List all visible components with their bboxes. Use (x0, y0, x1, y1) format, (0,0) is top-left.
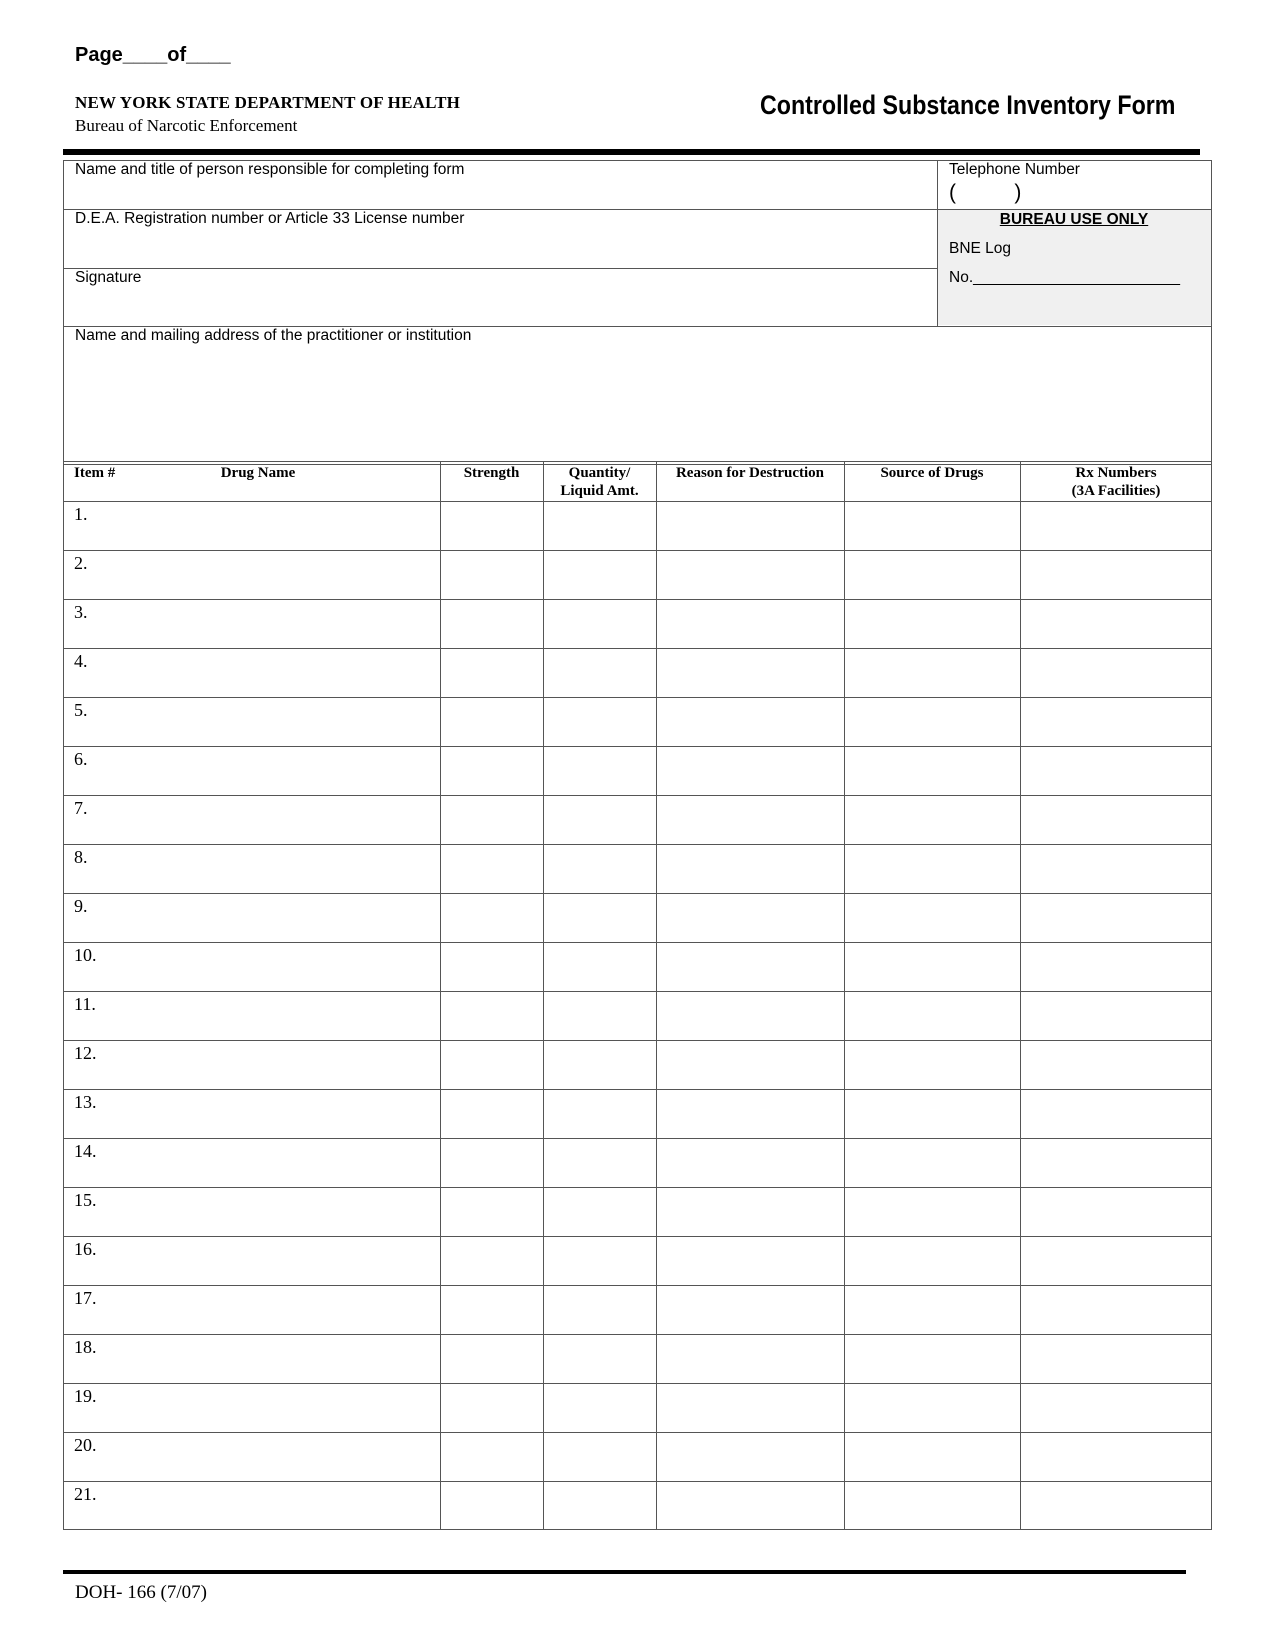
item-number: 13. (74, 1092, 97, 1112)
quantity-header-line2: Liquid Amt. (560, 483, 639, 499)
footer-divider (63, 1570, 1186, 1574)
item-number: 8. (74, 847, 88, 867)
table-row[interactable] (63, 991, 1212, 1040)
table-row[interactable] (63, 599, 1212, 648)
reason-for-destruction-header: Reason for Destruction (675, 465, 825, 481)
item-number: 1. (74, 504, 88, 524)
item-number: 16. (74, 1239, 97, 1259)
name-title-field[interactable]: Name and title of person responsible for completing form (75, 161, 465, 178)
table-row[interactable] (63, 697, 1212, 746)
form-code: DOH- 166 (7/07) (75, 1582, 207, 1603)
quantity-header-line1: Quantity/ (568, 465, 631, 481)
page-number-label: Page____of____ (75, 44, 231, 66)
table-row[interactable] (63, 1187, 1212, 1236)
item-number: 21. (74, 1484, 97, 1504)
drug-name-header: Drug Name (220, 465, 296, 481)
table-row[interactable] (63, 1383, 1212, 1432)
header-divider (63, 149, 1200, 155)
item-number: 19. (74, 1386, 97, 1406)
item-number: 12. (74, 1043, 97, 1063)
info-column-divider (937, 160, 938, 326)
table-row[interactable] (63, 1285, 1212, 1334)
dea-registration-field[interactable]: D.E.A. Registration number or Article 33 License number (75, 210, 465, 227)
bureau-use-only-box (937, 209, 1211, 325)
rx-numbers-header (1020, 464, 1212, 500)
table-row[interactable] (63, 795, 1212, 844)
item-number: 14. (74, 1141, 97, 1161)
item-number: 11. (74, 994, 96, 1014)
bureau-name: Bureau of Narcotic Enforcement (75, 116, 298, 135)
table-row[interactable] (63, 1040, 1212, 1089)
table-row[interactable] (63, 1236, 1212, 1285)
item-number: 3. (74, 602, 88, 622)
quantity-header (543, 464, 656, 500)
table-row[interactable] (63, 1481, 1212, 1530)
item-number: 10. (74, 945, 97, 965)
table-row[interactable] (63, 1432, 1212, 1481)
item-number: 7. (74, 798, 88, 818)
table-row[interactable] (63, 1089, 1212, 1138)
table-row[interactable] (63, 550, 1212, 599)
strength-header: Strength (463, 465, 520, 481)
item-number: 15. (74, 1190, 97, 1210)
table-row[interactable] (63, 746, 1212, 795)
department-name: NEW YORK STATE DEPARTMENT OF HEALTH (75, 93, 461, 112)
signature-field[interactable]: Signature (75, 269, 142, 286)
table-row[interactable] (63, 648, 1212, 697)
rx-numbers-header-line2: (3A Facilities) (1071, 483, 1161, 499)
item-number-header: Item # (74, 465, 116, 481)
item-number: 17. (74, 1288, 97, 1308)
item-number: 5. (74, 700, 88, 720)
telephone-number-label: Telephone Number (949, 161, 1080, 178)
mailing-address-field[interactable]: Name and mailing address of the practitioner or institution (75, 327, 472, 344)
item-number: 18. (74, 1337, 97, 1357)
form-title: Controlled Substance Inventory Form (760, 90, 1176, 120)
bureau-use-only-title: BUREAU USE ONLY (999, 211, 1149, 228)
bne-log-number-field[interactable]: No.________________________ (949, 269, 1181, 286)
bne-log-label: BNE Log (949, 240, 1012, 257)
table-row[interactable] (63, 1334, 1212, 1383)
item-number: 6. (74, 749, 88, 769)
table-row[interactable] (63, 501, 1212, 550)
source-of-drugs-header: Source of Drugs (880, 465, 984, 481)
rx-numbers-header-line1: Rx Numbers (1075, 465, 1157, 481)
item-number: 2. (74, 553, 88, 573)
table-row[interactable] (63, 942, 1212, 991)
table-row[interactable] (63, 844, 1212, 893)
table-row[interactable] (63, 893, 1212, 942)
info-row-divider (63, 268, 937, 269)
telephone-number-field[interactable]: ( ) (949, 181, 1022, 204)
table-row[interactable] (63, 1138, 1212, 1187)
item-number: 9. (74, 896, 88, 916)
item-number: 4. (74, 651, 88, 671)
item-number: 20. (74, 1435, 97, 1455)
